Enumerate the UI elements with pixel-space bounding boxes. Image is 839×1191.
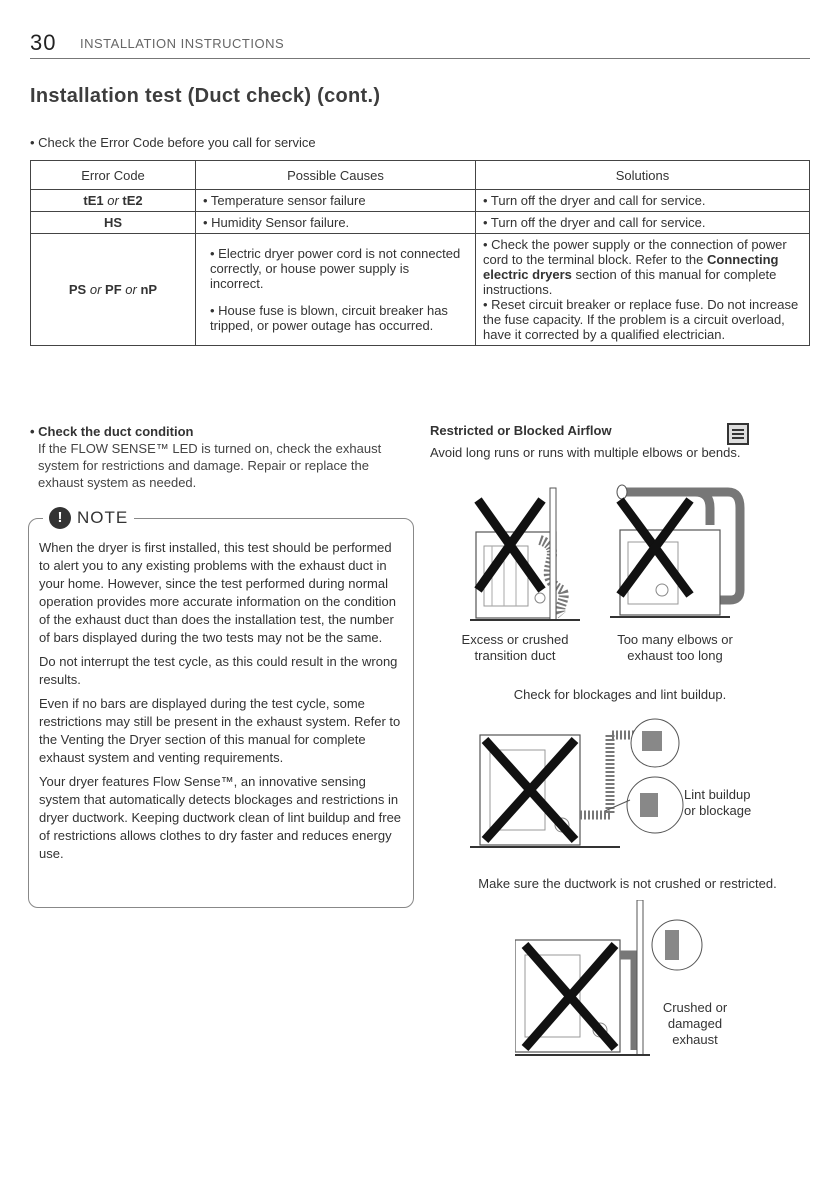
error-code: nP — [140, 282, 158, 297]
cause-text: • House fuse is blown, circuit breaker has tripped, or power outage has occurred. — [210, 303, 448, 333]
error-code: HS — [103, 215, 123, 230]
dryer-elbows-illustration — [600, 480, 750, 625]
code-separator: or — [107, 193, 119, 208]
solution-cell — [476, 190, 810, 212]
header-title: INSTALLATION INSTRUCTIONS — [80, 36, 285, 51]
page-header — [30, 30, 810, 59]
duct-condition-block — [30, 423, 410, 491]
solution-text: • Turn off the dryer and call for service. — [483, 193, 706, 208]
caption-check-blockages: Check for blockages and lint buildup. — [513, 687, 727, 702]
error-code-cell — [31, 234, 196, 346]
warning-icon: ! — [49, 507, 71, 529]
section-reference: Connecting electric dryers — [483, 252, 779, 282]
note-paragraph: Do not interrupt the test cycle, as this could result in the wrong results. — [39, 654, 398, 687]
error-code: PS — [68, 282, 87, 297]
table-header-cell: Error Code — [31, 161, 196, 190]
error-code: tE1 — [83, 193, 104, 208]
section-title: Installation test (Duct check) (cont.) — [30, 85, 381, 107]
caption-lint-buildup: Lint buildup or blockage — [684, 787, 752, 818]
intro-text: • Check the Error Code before you call for service — [30, 135, 316, 150]
note-header — [43, 507, 134, 529]
code-separator: or — [125, 282, 137, 297]
error-code: PF — [105, 282, 122, 297]
note-box — [28, 508, 414, 908]
table-row — [31, 234, 810, 346]
solution-cell — [476, 234, 810, 346]
cause-text: • Temperature sensor failure — [203, 193, 366, 208]
airflow-heading: Restricted or Blocked Airflow — [430, 423, 612, 438]
caption-ductwork-not-crushed: Make sure the ductwork is not crushed or restricted. — [478, 876, 777, 891]
dryer-crushed-duct-illustration — [470, 480, 590, 625]
note-label: NOTE — [77, 508, 129, 527]
caption-crushed-exhaust: Crushed or damaged exhaust — [662, 1000, 728, 1047]
caption-crushed-transition: Excess or crushed transition duct — [461, 632, 569, 663]
airflow-text: Avoid long runs or runs with multiple elbows or bends. — [430, 445, 741, 460]
note-body — [39, 539, 405, 869]
error-code-table — [30, 160, 810, 346]
error-code: tE2 — [122, 193, 143, 208]
cause-cell — [196, 212, 476, 234]
table-row — [31, 190, 810, 212]
duct-condition-heading: • Check the duct condition — [30, 424, 194, 439]
caption-too-many-elbows: Too many elbows or exhaust too long — [617, 632, 733, 663]
cause-text: • Electric dryer power cord is not connected correctly, or house power supply is incorrect. — [210, 246, 461, 291]
dryer-lint-buildup-illustration — [470, 715, 685, 855]
note-paragraph: Your dryer features Flow Sense™, an innovative sensing system that automatically detects blockages and restrictions in dryer ductwork. Keeping ductwork clean of lint buildup and free of restrictions allows clothes to dry faster and reduces energy use. — [39, 774, 402, 861]
duct-condition-text: If the FLOW SENSE™ LED is turned on, check the exhaust system for restrictions and damage. Repair or replace the exhaust system as needed. — [38, 441, 382, 490]
cause-cell — [196, 234, 476, 346]
error-code-cell — [31, 212, 196, 234]
code-separator: or — [89, 282, 102, 297]
table-header-row — [31, 161, 810, 190]
airflow-block — [430, 423, 810, 461]
cause-cell — [196, 190, 476, 212]
note-paragraph: When the dryer is first installed, this test should be performed to alert you to any existing problems with the exhaust duct in your home. However, since the test performed during normal operation provides more accurate information on the condition of the exhaust duct than does the installation test, the number of bars displayed during the two tests may not be the same. — [39, 540, 396, 645]
page-number: 30 — [30, 30, 57, 55]
solution-text: • Reset circuit breaker or replace fuse. Do not increase the fuse capacity. If the problem is a circuit overload, have it corrected by a qualified electrician. — [483, 297, 799, 342]
solution-cell — [476, 212, 810, 234]
error-code-cell — [31, 190, 196, 212]
manual-book-icon — [727, 423, 749, 445]
table-row — [31, 212, 810, 234]
solution-text: • Check the power supply or the connection of power cord to the terminal block. Refer to the Connecting electric dryers section of this manual for complete instructions. — [483, 237, 787, 297]
table-header-cell: Solutions — [476, 161, 810, 190]
solution-text: • Turn off the dryer and call for service. — [483, 215, 706, 230]
table-header-cell: Possible Causes — [196, 161, 476, 190]
note-paragraph: Even if no bars are displayed during the test cycle, some restrictions may still be present in the exhaust system. Refer to the Venting the Dryer section of this manual for complete exhaust system and venting requirements. — [39, 696, 401, 765]
cause-text: • Humidity Sensor failure. — [203, 215, 350, 230]
